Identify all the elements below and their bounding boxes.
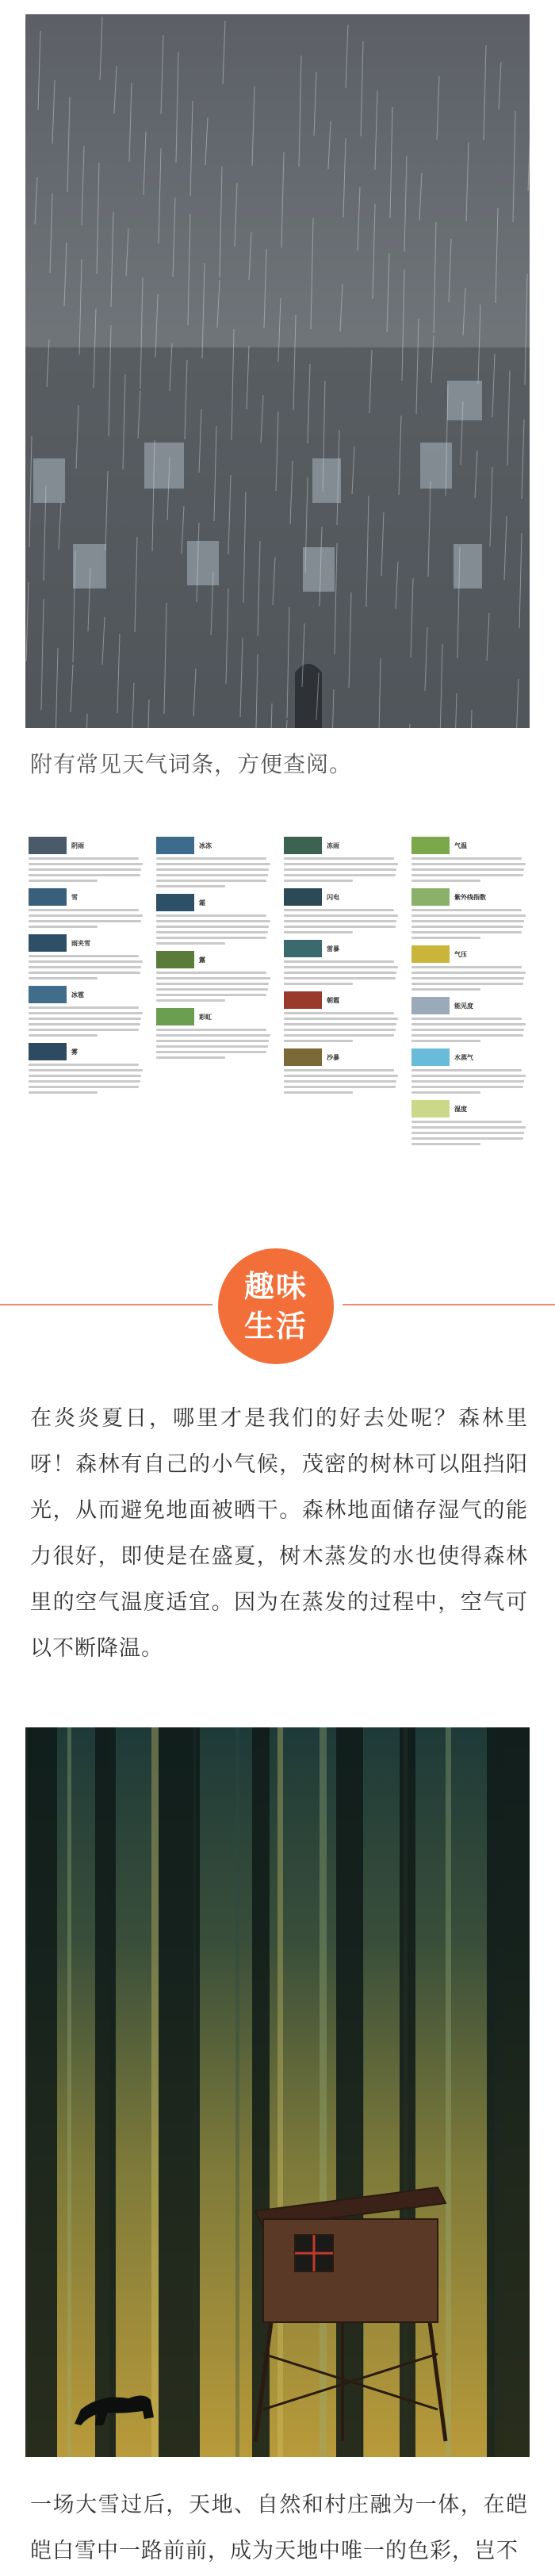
definition-text-line [156, 994, 266, 996]
definition-text-line [156, 1051, 266, 1053]
definition-text-line [29, 1091, 98, 1094]
definition-text-line [411, 1034, 523, 1037]
glossary-definition [284, 1012, 399, 1042]
glossary-term: 雾 [71, 1048, 78, 1056]
definition-text-line [156, 937, 266, 939]
definition-text-line [284, 972, 396, 974]
glossary-entry-head [284, 940, 399, 957]
glossary-entry-head [411, 1048, 526, 1066]
glossary-thumbnail [284, 940, 322, 957]
forest-scene [25, 1727, 530, 2457]
definition-text-line [411, 1086, 523, 1088]
definition-text-line [156, 931, 268, 933]
forest-streak [320, 1727, 327, 2457]
definition-text-line [156, 1056, 225, 1059]
definition-text-line [29, 1029, 139, 1031]
definition-text-line [411, 1126, 526, 1129]
glossary-definition [284, 1069, 399, 1094]
definition-text-line [284, 926, 396, 928]
forest-streak [67, 1727, 71, 2457]
definition-text-line [284, 914, 398, 917]
definition-text-line [29, 1080, 140, 1083]
definition-text-line [284, 966, 398, 968]
definition-text-line [411, 857, 522, 860]
definition-text-line [411, 1069, 522, 1071]
definition-text-line [29, 977, 98, 979]
definition-text-line [411, 909, 522, 911]
definition-text-line [29, 1006, 139, 1009]
definition-text-line [29, 1012, 143, 1014]
glossary-term: 露 [199, 956, 205, 964]
definition-text-line [156, 926, 269, 928]
glossary-definition [29, 857, 144, 882]
glossary-term: 冰雹 [71, 991, 84, 999]
glossary-term: 雷暴 [327, 945, 339, 953]
glossary-term: 湿度 [454, 1105, 467, 1113]
glossary-definition [411, 909, 526, 939]
definition-text-line [411, 983, 523, 985]
forest-streak [235, 1727, 239, 2457]
definition-text-line [411, 1029, 524, 1031]
glossary-definition [284, 909, 399, 933]
glossary-entry-head [156, 837, 271, 854]
glossary-entry [284, 1048, 399, 1094]
glossary-thumbnail [411, 945, 450, 963]
glossary-definition [29, 1006, 144, 1037]
glossary-entry-head [284, 837, 399, 854]
glossary-thumbnail [156, 837, 194, 854]
glossary-definition [284, 960, 399, 985]
glossary-entry-head [156, 894, 271, 911]
definition-text-line [284, 983, 353, 985]
definition-text-line [411, 880, 480, 882]
glossary-entry-head [284, 1048, 399, 1066]
forest-streak [278, 1727, 283, 2457]
glossary-thumbnail [156, 1008, 194, 1025]
definition-text-line [29, 966, 141, 968]
glossary-entry-head [411, 945, 526, 963]
glossary-term: 冰冻 [199, 841, 212, 849]
definition-text-line [29, 926, 98, 928]
glossary-entry [156, 837, 271, 887]
glossary-entry-head [411, 1100, 526, 1117]
glossary-thumbnail [411, 1100, 450, 1117]
definition-text-line [411, 874, 523, 876]
definition-text-line [29, 868, 141, 871]
definition-text-line [284, 931, 353, 933]
glossary-thumbnail [29, 986, 67, 1003]
glossary-entry [29, 1043, 144, 1094]
rain-illustration [25, 14, 530, 728]
definition-text-line [156, 1040, 269, 1042]
definition-text-line [156, 1034, 270, 1037]
glossary-thumbnail [156, 951, 194, 968]
glossary-entry-head [156, 951, 271, 968]
definition-text-line [284, 1029, 396, 1031]
glossary-entry-head [411, 837, 526, 854]
definition-text-line [29, 972, 140, 974]
glossary-thumbnail [284, 991, 322, 1009]
definition-text-line [411, 931, 522, 933]
glossary-entry [411, 837, 526, 882]
definition-text-line [284, 863, 398, 865]
glossary-entry [411, 1048, 526, 1094]
definition-text-line [284, 1086, 396, 1088]
glossary-entry [284, 837, 399, 882]
glossary-term: 彩虹 [199, 1013, 212, 1021]
definition-text-line [411, 920, 524, 922]
glossary-entry-head [411, 888, 526, 906]
definition-text-line [29, 863, 143, 865]
glossary-thumbnail [411, 1048, 450, 1066]
forest-streak [446, 1727, 451, 2457]
glossary-term: 紫外线指数 [454, 893, 486, 901]
definition-text-line [411, 868, 524, 871]
glossary-thumbnail [29, 888, 67, 906]
definition-text-line [411, 1040, 480, 1042]
glossary-definition [156, 972, 271, 1002]
glossary-definition [29, 1064, 144, 1094]
definition-text-line [284, 880, 353, 882]
definition-text-line [411, 1018, 522, 1020]
definition-text-line [284, 909, 394, 911]
glossary-entry [29, 934, 144, 979]
badge-line-2: 生活 [243, 1309, 308, 1344]
definition-text-line [156, 983, 269, 985]
definition-text-line [411, 1143, 480, 1145]
section-divider-right [343, 1304, 555, 1305]
glossary-term: 水蒸气 [454, 1053, 473, 1061]
definition-text-line [156, 999, 225, 1002]
weather-glossary [29, 837, 526, 1229]
definition-text-line [411, 1080, 524, 1083]
definition-text-line [411, 1121, 522, 1123]
definition-text-line [156, 914, 266, 917]
definition-text-line [284, 1012, 394, 1014]
glossary-entry-head [29, 1043, 144, 1060]
glossary-definition [29, 909, 144, 928]
definition-text-line [284, 874, 396, 876]
glossary-thumbnail [29, 934, 67, 952]
definition-text-line [29, 1064, 139, 1066]
section-badge [218, 1248, 334, 1364]
glossary-term: 能见度 [454, 1002, 473, 1010]
definition-text-line [284, 1040, 353, 1042]
definition-text-line [29, 1075, 141, 1077]
definition-text-line [156, 857, 266, 860]
paragraph-snow: 一场大雪过后，天地、自然和村庄融为一体，在皑皑白雪中一路前前，成为天地中唯一的色彩，岂不 [30, 2493, 528, 2563]
definition-text-line [29, 874, 140, 876]
glossary-thumbnail [411, 997, 450, 1014]
glossary-entry [156, 951, 271, 1002]
definition-text-line [411, 977, 524, 979]
definition-text-line [411, 926, 523, 928]
glossary-entry-head [284, 888, 399, 906]
glossary-definition [156, 857, 271, 887]
glossary-term: 冻雨 [327, 841, 339, 849]
definition-text-line [156, 885, 225, 887]
definition-text-line [29, 857, 139, 860]
glossary-thumbnail [284, 888, 322, 906]
definition-text-line [284, 920, 396, 922]
definition-text-line [156, 1029, 266, 1031]
glossary-definition [411, 857, 526, 882]
glossary-thumbnail [284, 1048, 322, 1066]
glossary-entry [411, 1100, 526, 1145]
definition-text-line [29, 1034, 98, 1037]
glossary-definition [411, 1069, 526, 1094]
rain-scene [25, 14, 530, 728]
glossary-entry [411, 888, 526, 939]
glossary-entry [284, 991, 399, 1042]
definition-text-line [284, 1075, 398, 1077]
glossary-entry-head [29, 888, 144, 906]
glossary-thumbnail [284, 837, 322, 854]
definition-text-line [411, 966, 522, 968]
glossary-definition [156, 914, 271, 945]
glossary-entry-head [29, 934, 144, 952]
definition-text-line [156, 920, 270, 922]
caption: 附有常见天气词条，方便查阅。 [30, 751, 353, 777]
definition-text-line [284, 1091, 353, 1094]
definition-text-line [284, 1034, 394, 1037]
glossary-thumbnail [29, 1043, 67, 1060]
definition-text-line [411, 1023, 526, 1025]
definition-text-line [29, 1086, 139, 1088]
definition-text-line [284, 960, 394, 963]
forest-streak [151, 1727, 159, 2457]
glossary-term: 沙暴 [327, 1053, 339, 1061]
glossary-entry [29, 986, 144, 1037]
paragraph-forest: 在炎炎夏日，哪里才是我们的好去处呢？森林里呀！森林有自己的小气候，茂密的树林可以阻挡阳光，从而避免地面被晒干。森林地面储存湿气的能力很好，即使是在盛夏，树木蒸发的水也使得森林里的空气温度适宜。因为在蒸发的过程中，空气可以不断降温。 [30, 1406, 528, 1661]
definition-text-line [411, 1075, 526, 1077]
glossary-definition [411, 1018, 526, 1042]
badge-line-1: 趣味 [243, 1269, 308, 1304]
glossary-entry [29, 888, 144, 928]
definition-text-line [284, 1018, 398, 1020]
glossary-entry [411, 997, 526, 1042]
glossary-column [411, 837, 526, 1229]
glossary-term: 霜 [199, 899, 205, 907]
definition-text-line [284, 977, 396, 979]
definition-text-line [156, 942, 225, 945]
definition-text-line [411, 1091, 480, 1094]
glossary-column [284, 837, 399, 1229]
definition-text-line [411, 914, 526, 917]
definition-text-line [284, 868, 396, 871]
forest-illustration [25, 1727, 530, 2457]
glossary-term: 雪 [71, 893, 78, 901]
glossary-entry-head [411, 997, 526, 1014]
definition-text-line [156, 1045, 268, 1048]
glossary-definition [29, 955, 144, 979]
glossary-entry [284, 940, 399, 985]
definition-text-line [156, 977, 270, 979]
glossary-term: 朝霞 [327, 996, 339, 1004]
section-divider-left [0, 1304, 212, 1305]
definition-text-line [29, 880, 98, 882]
definition-text-line [156, 863, 270, 865]
definition-text-line [29, 1069, 143, 1071]
glossary-thumbnail [411, 837, 450, 854]
definition-text-line [411, 1137, 523, 1140]
glossary-definition [156, 1029, 271, 1059]
definition-text-line [411, 863, 526, 865]
glossary-term: 闪电 [327, 893, 339, 901]
glossary-definition [284, 857, 399, 882]
glossary-entry-head [284, 991, 399, 1009]
definition-text-line [284, 1023, 396, 1025]
definition-text-line [29, 1023, 140, 1025]
glossary-entry [156, 894, 271, 945]
definition-text-line [156, 972, 266, 974]
glossary-thumbnail [29, 837, 67, 854]
definition-text-line [284, 1080, 396, 1083]
definition-text-line [411, 988, 480, 991]
definition-text-line [284, 857, 394, 860]
definition-text-line [411, 937, 480, 939]
definition-text-line [29, 955, 139, 957]
definition-text-line [284, 1069, 394, 1071]
glossary-definition [411, 966, 526, 991]
definition-text-line [29, 1018, 141, 1020]
definition-text-line [29, 920, 141, 922]
definition-text-line [29, 960, 143, 963]
glossary-term: 阴雨 [71, 841, 84, 849]
glossary-thumbnail [156, 894, 194, 911]
glossary-definition [411, 1121, 526, 1145]
glossary-entry [156, 1008, 271, 1059]
glossary-entry [29, 837, 144, 882]
definition-text-line [156, 868, 269, 871]
definition-text-line [156, 874, 268, 876]
definition-text-line [29, 909, 139, 911]
definition-text-line [156, 988, 268, 991]
glossary-entry-head [29, 837, 144, 854]
glossary-term: 气压 [454, 950, 467, 958]
definition-text-line [411, 972, 526, 974]
definition-text-line [29, 914, 143, 917]
glossary-column [29, 837, 144, 1229]
glossary-term: 雨夹雪 [71, 939, 90, 947]
definition-text-line [156, 880, 266, 882]
glossary-thumbnail [411, 888, 450, 906]
glossary-entry [284, 888, 399, 933]
definition-text-line [411, 1132, 524, 1134]
glossary-entry-head [29, 986, 144, 1003]
glossary-term: 气温 [454, 841, 467, 849]
glossary-entry [411, 945, 526, 991]
glossary-column [156, 837, 271, 1229]
glossary-entry-head [156, 1008, 271, 1025]
